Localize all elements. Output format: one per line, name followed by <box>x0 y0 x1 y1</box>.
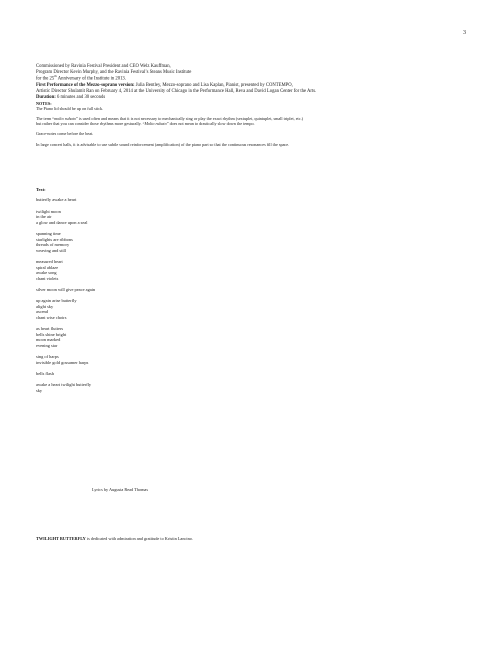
verse-line: spanning time <box>36 230 61 236</box>
notes-section <box>36 101 472 147</box>
commission-line-2: Program Director Kevin Murphy, and the Ravinia Festival’s Steans Music Institute <box>36 70 192 75</box>
commission-line-3-rest: Anniversary of the Institute in 2013. <box>56 76 126 82</box>
duration-value: 6 minutes and 30 seconds <box>55 94 106 100</box>
verse-line: butterfly awake a heart <box>36 197 77 203</box>
verse-line: measured heart <box>36 258 63 264</box>
verse-line: spiral ablaze <box>36 264 59 270</box>
notes-molto-rubato <box>36 116 472 126</box>
verse-line: sky <box>36 387 43 393</box>
stanza <box>36 382 472 393</box>
text-section <box>36 187 472 393</box>
verse-line: bells shine bright <box>36 331 67 337</box>
verse-line: bells flash <box>36 370 54 376</box>
ordinal-superscript: th <box>54 74 57 78</box>
verse-line: silver moon will give peace again <box>36 286 96 292</box>
page-number: 3 <box>463 30 466 36</box>
verse-line: awake a heart twilight butterfly <box>36 381 92 387</box>
notes-rubato-d: ” does not mean to drastically slow down the tempo. <box>166 121 255 127</box>
notes-rubato-c: but rather that you can consider those rhythms more gesturally. “ <box>36 121 145 127</box>
commission-paragraph <box>36 64 472 83</box>
verse-line: sing of harps <box>36 354 59 359</box>
stanza <box>36 287 472 293</box>
stanza <box>36 259 472 281</box>
dedication-text: is dedicated with admiration and gratitude to Kristin Lancino. <box>85 536 193 541</box>
commission-line-1: Commissioned by Ravinia Festival President and CEO Welz Kauffman, <box>36 64 171 69</box>
verse-line: moon marked <box>36 337 61 343</box>
stanza <box>36 326 472 348</box>
notes-rubato-term-2: Molto rubato <box>144 121 167 127</box>
verse-line: ascend <box>36 309 48 315</box>
verse-line: awake song <box>36 270 57 276</box>
document-body <box>36 64 472 399</box>
verse-line: as heart flutters <box>36 326 64 332</box>
verse-line: twilight moon <box>36 208 61 214</box>
text-title: Text: <box>36 186 46 192</box>
verse-line: a glow and dance upon a seal <box>36 219 88 225</box>
verse-line: invisible gold gossamer harps <box>36 359 89 365</box>
verse-line: starlights are ribbons <box>36 236 73 242</box>
first-performance-text-2: Artistic Director Shulamit Ran on February 4, 2014 at the University of Chicago in the Performance Hall, Reva and David Logan Center for the Arts. <box>36 88 317 94</box>
verse-line: up again arise butterfly <box>36 298 77 304</box>
duration-label: Duration: <box>36 94 56 100</box>
notes-rubato-b: ” is used often and means that it is not necessary to mechanically sing or play the exact rhythm (sextuplet, quintuplet, small triplet, etc.) <box>75 115 304 121</box>
stanza <box>36 209 472 226</box>
stanza <box>36 231 472 253</box>
verse-line: evening star <box>36 342 58 348</box>
commission-line-3-text: for the 25 <box>36 76 55 82</box>
stanza <box>36 371 472 377</box>
notes-rubato-a: The term “ <box>36 115 55 121</box>
notes-rubato-term: molto rubato <box>54 115 76 121</box>
notes-title: NOTES: <box>36 100 52 106</box>
first-performance-text: Julia Bentley, Mezzo-soprano and Lisa Kaplan, Pianist, presented by CONTEMPO, <box>134 82 293 88</box>
first-performance-label: First Performance of the Mezzo-soprano version: <box>36 82 135 88</box>
lyricist-credit: Lyrics by Augusta Read Thomas <box>92 487 149 492</box>
stanza <box>36 298 472 320</box>
verse-line: alight sky <box>36 303 54 309</box>
verse-line: chant wise choirs <box>36 314 67 320</box>
verse-line: threads of memory <box>36 242 70 248</box>
dedication-title: TWILIGHT BUTTERFLY <box>36 536 86 541</box>
verse-line: in the air <box>36 214 52 220</box>
stanza <box>36 197 472 203</box>
notes-piano: The Piano lid should be up on full stick. <box>36 105 104 111</box>
verse-line: chant violets <box>36 275 59 281</box>
first-performance-paragraph <box>36 83 472 95</box>
verse-line: weaving and still <box>36 247 66 253</box>
dedication-line <box>36 536 193 541</box>
notes-grace: Grace-notes come before the beat. <box>36 131 94 137</box>
notes-concert: In large concert halls, it is advisable to use subtle sound reinforcement (amplification) of the piano part so that the continuous resonances fill the space. <box>36 141 290 147</box>
stanza <box>36 354 472 365</box>
